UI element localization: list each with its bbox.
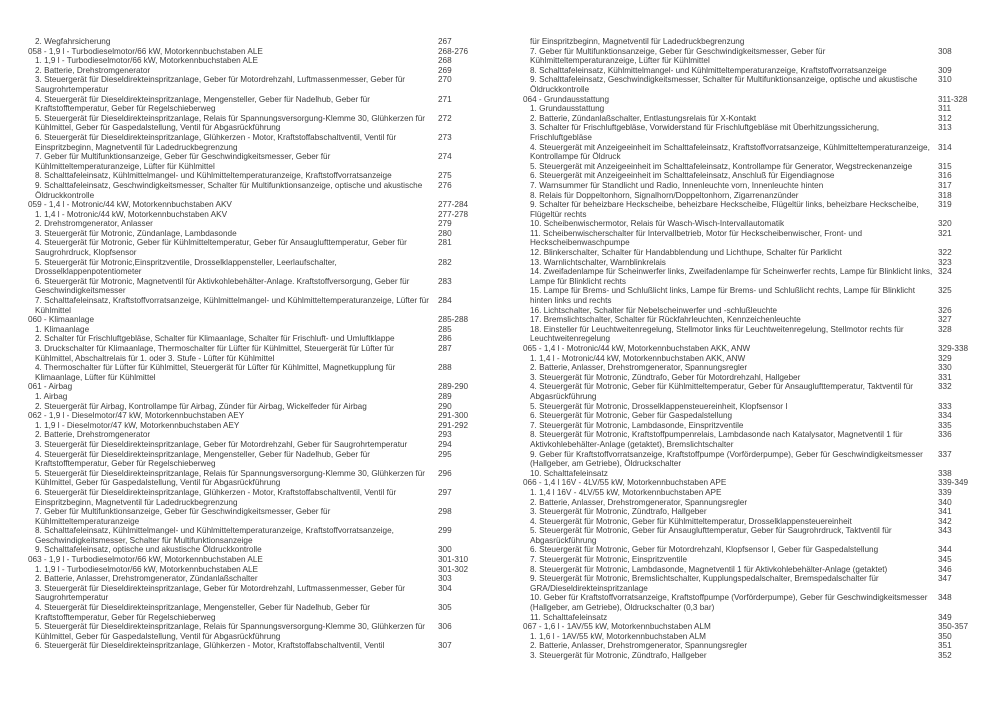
toc-entry-row xyxy=(523,488,968,498)
toc-entry-page: 295 xyxy=(438,449,452,459)
toc-entry-page: 348 xyxy=(938,593,952,603)
toc-entry-row xyxy=(28,440,468,450)
toc-entry-page: 275 xyxy=(438,171,452,181)
toc-entry-text: 1. 1,6 l - 1AV/55 kW, Motorkennbuchstaben ALM xyxy=(530,631,706,641)
toc-entry-text: 3. Steuergerät für Motronic, Zündtrafo, Hallgeber xyxy=(530,507,707,517)
toc-entry-text: 2. Batterie, Drehstromgenerator xyxy=(35,430,151,440)
toc-entry-page: 324 xyxy=(938,267,952,277)
toc-entry-row xyxy=(28,488,468,507)
toc-section-row xyxy=(28,47,468,57)
toc-entry-row xyxy=(28,181,468,200)
toc-entry-page: 319 xyxy=(938,200,952,210)
toc-entry-page: 273 xyxy=(438,132,452,142)
toc-entry-text: 9. Schalttafeleinsatz, Geschwindigkeitsmesser, Schalter für Multifunktionsanzeige, optische und akustische Öldruckkontrolle xyxy=(35,180,423,200)
toc-entry-page: 344 xyxy=(938,545,952,555)
toc-entry-text: 2. Batterie, Anlasser, Drehstromgenerator, Zündanlaßschalter xyxy=(35,574,258,584)
toc-entry-row xyxy=(523,545,968,555)
toc-entry-page: 281 xyxy=(438,238,452,248)
toc-entry-row xyxy=(523,526,968,545)
toc-entry-page: 329 xyxy=(938,353,952,363)
toc-entry-row xyxy=(28,450,468,469)
toc-entry-text: 5. Steuergerät für Dieseldirekteinspritzanlage, Relais für Spannungsversorgung-Klemme 30, Glühkerzen für Kühlmittel, Geber für Gaspedalstellung, Ventil für Abgasrückführung xyxy=(35,113,426,133)
toc-entry-text: 5. Steuergerät mit Anzeigeeinheit im Schalttafeleinsatz, Kontrollampe für Generator, Wegstreckenanzeige xyxy=(530,161,913,171)
toc-entry-row xyxy=(523,286,968,305)
toc-entry-row xyxy=(28,545,468,555)
toc-entry-text: 5. Steuergerät für Motronic,Einspritzventile, Drosselklappensteller, Leerlaufschalter, Drosselklappenpotentiometer xyxy=(35,257,337,277)
toc-section-row xyxy=(523,95,968,105)
toc-entry-page: 310 xyxy=(938,75,952,85)
toc-entry-row xyxy=(523,248,968,258)
toc-entry-text: 060 - Klimaanlage xyxy=(28,315,94,325)
toc-entry-row xyxy=(28,402,468,412)
toc-entry-page: 315 xyxy=(938,161,952,171)
toc-entry-page: 280 xyxy=(438,228,452,238)
toc-entry-page: 291-300 xyxy=(438,411,469,421)
toc-entry-page: 331 xyxy=(938,372,952,382)
toc-entry-text: 8. Schalttafeleinsatz, Kühlmittelmangel- und Kühlmitteltemperaturanzeige, Kraftstoffvorratsanzeige, Geschwindigkeitsmesser, Schalter für Multifunktionsanzeige xyxy=(35,526,394,545)
toc-entry-row xyxy=(28,238,468,257)
toc-entry-page: 286 xyxy=(438,334,452,344)
toc-entry-row xyxy=(28,603,468,622)
toc-entry-text: 3. Schalter für Frischluftgebläse, Vorwiderstand für Frischluftgebläse mit Überhitzungssicherung, Frischluftgebläse xyxy=(530,123,880,142)
toc-entry-row xyxy=(28,75,468,94)
toc-entry-row xyxy=(523,373,968,383)
toc-entry-page: 285-288 xyxy=(438,315,469,325)
toc-entry-text: 6. Steuergerät für Dieseldirekteinspritzanlage, Glühkerzen - Motor, Kraftstoffabschaltventil, Ventil xyxy=(35,641,385,651)
toc-entry-text: 6. Steuergerät mit Anzeigeeinheit im Schalttafeleinsatz, Anschluß für Eigendiagnose xyxy=(530,171,835,181)
toc-entry-page: 339 xyxy=(938,487,952,497)
toc-entry-row xyxy=(523,555,968,565)
toc-entry-row xyxy=(28,133,468,152)
toc-entry-text: 2. Wegfahrsicherung xyxy=(35,37,111,46)
toc-entry-page: 287 xyxy=(438,344,452,353)
toc-entry-page: 305 xyxy=(438,603,452,613)
toc-entry-text: 2. Batterie, Anlasser, Drehstromgenerator, Spannungsregler xyxy=(530,641,748,651)
toc-entry-page: 326 xyxy=(938,305,952,315)
toc-entry-page: 332 xyxy=(938,382,952,392)
toc-entry-page: 320 xyxy=(938,219,952,229)
toc-entry-text: 1. 1,9 l - Dieselmotor/47 kW, Motorkennbuchstaben AEY xyxy=(35,420,240,430)
toc-entry-row xyxy=(28,66,468,76)
toc-entry-row xyxy=(28,152,468,171)
toc-entry-text: 11. Schalttafeleinsatz xyxy=(530,612,608,622)
toc-entry-page: 316 xyxy=(938,171,952,181)
toc-entry-page: 297 xyxy=(438,487,452,497)
toc-entry-row xyxy=(523,325,968,344)
toc-entry-page: 352 xyxy=(938,651,952,660)
toc-entry-row xyxy=(523,613,968,623)
toc-section-row xyxy=(28,200,468,210)
toc-entry-row xyxy=(28,277,468,296)
toc-section-row xyxy=(28,382,468,392)
toc-entry-page: 328 xyxy=(938,324,952,334)
toc-entry-row xyxy=(28,95,468,114)
toc-entry-row xyxy=(28,584,468,603)
toc-entry-row xyxy=(523,267,968,286)
toc-entry-row xyxy=(28,114,468,133)
toc-entry-page: 308 xyxy=(938,46,952,56)
toc-entry-row xyxy=(28,622,468,641)
toc-entry-text: 10. Geber für Kraftstoffvorratsanzeige, Kraftstoffpumpe (Vorförderpumpe), Geber für Geschwindigkeitsmesser (Hallgeber, am Getriebe), Öldruckschalter (0,3 bar) xyxy=(530,593,928,613)
toc-entry-page: 290 xyxy=(438,401,452,411)
toc-entry-row xyxy=(523,75,968,94)
toc-entry-page: 339-349 xyxy=(938,478,969,488)
toc-entry-page: 335 xyxy=(938,420,952,430)
toc-entry-page: 268-276 xyxy=(438,46,469,56)
toc-entry-row xyxy=(523,402,968,412)
toc-entry-text: 3. Steuergerät für Dieseldirekteinspritzanlage, Geber für Motordrehzahl, Geber für Saugrohrtemperatur xyxy=(35,439,408,449)
toc-entry-text: 3. Steuergerät für Dieseldirekteinspritzanlage, Geber für Motordrehzahl, Luftmassenmesser, Geber für Saugrohrtemperatur xyxy=(35,583,405,603)
toc-entry-text: 13. Warnlichtschalter, Warnblinkrelais xyxy=(530,257,666,267)
toc-entry-page: 298 xyxy=(438,507,452,517)
toc-entry-page: 276 xyxy=(438,180,452,190)
toc-entry-row xyxy=(523,123,968,142)
toc-column-left xyxy=(28,37,468,651)
toc-entry-text: 058 - 1,9 l - Turbodieselmotor/66 kW, Motorkennbuchstaben ALE xyxy=(28,46,263,56)
toc-entry-text: 1. Klimaanlage xyxy=(35,324,90,334)
toc-entry-row xyxy=(523,498,968,508)
toc-entry-page: 296 xyxy=(438,468,452,478)
toc-entry-text: 7. Warnsummer für Standlicht und Radio, Innenleuchte vorn, Innenleuchte hinten xyxy=(530,180,824,190)
toc-entry-row xyxy=(523,219,968,229)
toc-entry-text: 1. 1,4 l 16V - 4LV/55 kW, Motorkennbuchstaben APE xyxy=(530,487,722,497)
toc-entry-page: 318 xyxy=(938,190,952,200)
toc-entry-page: 304 xyxy=(438,583,452,593)
toc-entry-text: 10. Scheibenwischermotor, Relais für Wasch-Wisch-Intervallautomatik xyxy=(530,219,785,229)
toc-entry-row xyxy=(523,191,968,201)
toc-entry-row xyxy=(28,171,468,181)
toc-entry-text: 1. Grundausstattung xyxy=(530,104,605,114)
toc-entry-row xyxy=(28,507,468,526)
toc-entry-page: 341 xyxy=(938,507,952,517)
toc-entry-text: 7. Steuergerät für Motronic, Lambdasonde, Einspritzventile xyxy=(530,420,744,430)
toc-entry-row xyxy=(28,219,468,229)
toc-entry-row xyxy=(523,354,968,364)
toc-entry-text: 3. Steuergerät für Motronic, Zündtrafo, Hallgeber xyxy=(530,651,707,660)
toc-entry-page: 271 xyxy=(438,94,452,104)
toc-entry-page: 309 xyxy=(938,65,952,75)
toc-entry-page: 288 xyxy=(438,363,452,373)
toc-entry-page: 293 xyxy=(438,430,452,440)
toc-entry-text: 066 - 1,4 l 16V - 4LV/55 kW, Motorkennbuchstaben APE xyxy=(523,478,727,488)
toc-entry-page: 347 xyxy=(938,574,952,584)
toc-entry-text: 2. Batterie, Zündanlaßschalter, Entlastungsrelais für X-Kontakt xyxy=(530,113,757,123)
toc-entry-text: 8. Schalttafeleinsatz, Kühlmittelmangel- und Kühlmitteltemperaturanzeige, Kraftstoffvorratsanzeige xyxy=(530,65,887,75)
toc-entry-text: 6. Steuergerät für Dieseldirekteinspritzanlage, Glühkerzen - Motor, Kraftstoffabschaltventil, Ventil für Einspritzbeginn, Magnetventil für Ladedruckbegrenzung xyxy=(35,132,397,152)
toc-entry-row xyxy=(523,565,968,575)
toc-entry-text: 1. 1,9 l - Turbodieselmotor/66 kW, Motorkennbuchstaben ALE xyxy=(35,564,259,574)
toc-entry-row xyxy=(523,104,968,114)
toc-entry-row xyxy=(523,47,968,66)
toc-entry-row xyxy=(28,392,468,402)
toc-entry-page: 336 xyxy=(938,430,952,440)
toc-entry-row xyxy=(523,143,968,162)
toc-entry-text: 2. Batterie, Anlasser, Drehstromgenerator, Spannungsregler xyxy=(530,497,748,507)
toc-entry-page: 269 xyxy=(438,65,452,75)
toc-entry-text: 9. Schalttafeleinsatz, optische und akustische Öldruckkontrolle xyxy=(35,545,262,555)
toc-entry-text: 067 - 1,6 l - 1AV/55 kW, Motorkennbuchstaben ALM xyxy=(523,622,711,632)
toc-entry-page: 346 xyxy=(938,564,952,574)
toc-entry-page: 325 xyxy=(938,286,952,296)
toc-entry-text: 7. Geber für Multifunktionsanzeige, Geber für Geschwindigkeitsmesser, Geber für Kühlmitteltemperaturanzeige xyxy=(35,507,331,526)
toc-entry-row xyxy=(28,363,468,382)
toc-section-row xyxy=(28,315,468,325)
toc-entry-row xyxy=(523,258,968,268)
toc-entry-text: 14. Zweifadenlampe für Scheinwerfer links, Zweifadenlampe für Scheinwerfer rechts, Lampe für Blinklicht links, Lampe für Blinklicht rechts xyxy=(530,267,933,286)
toc-entry-text: 15. Lampe für Brems- und Schlußlicht links, Lampe für Brems- und Schlußlicht rechts, Lampe für Blinklicht hinten links und rechts xyxy=(530,286,915,306)
toc-entry-page: 311 xyxy=(938,104,952,114)
toc-entry-page: 350 xyxy=(938,631,952,641)
toc-entry-text: 8. Steuergerät für Motronic, Lambdasonde, Magnetventil 1 für Aktivkohlebehälter-Anlage (getaktet) xyxy=(530,564,888,574)
toc-entry-page: 312 xyxy=(938,113,952,123)
toc-entry-text: 4. Steuergerät für Motronic, Geber für Kühlmitteltemperatur, Geber für Ansauglufttemperatur, Geber für Saugrohrdruck, Klopfsensor xyxy=(35,238,407,258)
toc-entry-row xyxy=(28,526,468,545)
toc-entry-text: 1. 1,9 l - Turbodieselmotor/66 kW, Motorkennbuchstaben ALE xyxy=(35,56,259,66)
toc-entry-row xyxy=(523,507,968,517)
toc-entry-text: 063 - 1,9 l - Turbodieselmotor/66 kW, Motorkennbuchstaben ALE xyxy=(28,555,263,565)
toc-entry-text: 16. Lichtschalter, Schalter für Nebelscheinwerfer und -schlußleuchte xyxy=(530,305,778,315)
toc-entry-row xyxy=(28,325,468,335)
toc-entry-page: 329-338 xyxy=(938,344,969,353)
toc-entry-page: 306 xyxy=(438,622,452,632)
toc-entry-page: 291-292 xyxy=(438,420,469,430)
toc-entry-page: 303 xyxy=(438,574,452,584)
toc-entry-row xyxy=(523,200,968,219)
toc-entry-page: 285 xyxy=(438,324,452,334)
toc-entry-row xyxy=(523,411,968,421)
toc-entry-text: 5. Steuergerät für Dieseldirekteinspritzanlage, Relais für Spannungsversorgung-Klemme 30, Glühkerzen für Kühlmittel, Geber für Gaspedalstellung, Ventil für Abgasrückführung xyxy=(35,622,426,641)
toc-entry-row xyxy=(523,450,968,469)
toc-entry-page: 311-328 xyxy=(938,94,968,104)
toc-entry-text: 6. Steuergerät für Motronic, Geber für Gaspedalstellung xyxy=(530,411,733,421)
toc-entry-text: 18. Einsteller für Leuchtweitenregelung, Stellmotor links für Leuchtweitenregelung, Stellmotor rechts für Leuchtweitenregelung xyxy=(530,324,904,344)
toc-entry-row xyxy=(28,641,468,651)
toc-entry-text: 4. Steuergerät für Dieseldirekteinspritzanlage, Mengensteller, Geber für Nadelhub, Geber für Kraftstofftemperatur, Geber für Regelschieberweg xyxy=(35,94,370,114)
toc-entry-row xyxy=(28,469,468,488)
toc-entry-page: 268 xyxy=(438,56,452,66)
toc-section-row xyxy=(523,344,968,354)
toc-entry-row xyxy=(28,258,468,277)
toc-entry-text: 7. Geber für Multifunktionsanzeige, Geber für Geschwindigkeitsmesser, Geber für Kühlmitteltemperaturanzeige, Lüfter für Kühlmittel xyxy=(530,46,826,66)
toc-entry-page: 307 xyxy=(438,641,452,651)
toc-entry-text: 8. Relais für Doppeltonhorn, Signalhorn/Doppeltonhorn, Zigarrenanzünder xyxy=(530,190,799,200)
toc-entry-text: 4. Steuergerät für Motronic, Geber für Kühlmitteltemperatur, Geber für Ansauglufttemperatur, Taktventil für Abgasrückführung xyxy=(530,382,914,401)
toc-entry-page: 283 xyxy=(438,276,452,286)
toc-entry-row xyxy=(523,229,968,248)
toc-entry-row xyxy=(523,651,968,661)
toc-entry-text: 1. 1,4 l - Motronic/44 kW, Motorkennbuchstaben AKK, ANW xyxy=(530,353,746,363)
toc-entry-row xyxy=(523,382,968,401)
toc-entry-text: 4. Steuergerät für Dieseldirekteinspritzanlage, Mengensteller, Geber für Nadelhub, Geber für Kraftstofftemperatur, Geber für Regelschieberweg xyxy=(35,449,370,469)
toc-entry-text: 6. Steuergerät für Motronic, Magnetventil für Aktivkohlebehälter-Anlage. Kraftstoffversorgung, Geber für Geschwindigkeitsmesser xyxy=(35,276,410,296)
toc-entry-page: 334 xyxy=(938,411,952,421)
toc-entry-page: 272 xyxy=(438,113,452,123)
toc-entry-text: 9. Schalter für beheizbare Heckscheibe, beheizbare Heckscheibe, Flügeltür links, beheizbare Heckscheibe, Flügeltür rechts xyxy=(530,200,919,219)
toc-entry-text: 1. 1,4 l - Motronic/44 kW, Motorkennbuchstaben AKV xyxy=(35,209,228,219)
toc-entry-text: 4. Steuergerät mit Anzeigeeinheit im Schalttafeleinsatz, Kraftstoffvorratsanzeige, Kühlmitteltemperaturanzeige, Kontrollampe für Öldruck xyxy=(530,142,930,162)
toc-entry-page: 330 xyxy=(938,363,952,373)
toc-entry-page: 338 xyxy=(938,468,952,478)
toc-entry-page: 284 xyxy=(438,296,452,306)
toc-entry-page: 343 xyxy=(938,526,952,536)
toc-section-row xyxy=(28,411,468,421)
toc-entry-row xyxy=(523,593,968,612)
toc-entry-page: 314 xyxy=(938,142,952,152)
toc-entry-row xyxy=(28,210,468,220)
toc-entry-page: 301-310 xyxy=(438,555,469,565)
toc-entry-text: 2. Drehstromgenerator, Anlasser xyxy=(35,219,153,229)
toc-entry-text: 1. Airbag xyxy=(35,391,68,401)
toc-entry-text: 059 - 1,4 l - Motronic/44 kW, Motorkennbuchstaben AKV xyxy=(28,200,232,210)
toc-entry-row xyxy=(523,469,968,479)
toc-entry-text: 6. Steuergerät für Dieseldirekteinspritzanlage, Glühkerzen - Motor, Kraftstoffabschaltventil, Ventil für Einspritzbeginn, Magnetventil für Ladedruckbegrenzung xyxy=(35,487,397,507)
toc-entry-page: 289-290 xyxy=(438,382,469,392)
toc-entry-text: 7. Schalttafeleinsatz, Kraftstoffvorratsanzeige, Kühlmittelmangel- und Kühlmitteltemperaturanzeige, Lüfter für Kühlmittel xyxy=(35,296,429,315)
toc-entry-text: 061 - Airbag xyxy=(28,382,73,392)
toc-entry-row xyxy=(523,632,968,642)
toc-entry-page: 350-357 xyxy=(938,622,969,632)
toc-entry-row xyxy=(523,315,968,325)
toc-entry-text: 062 - 1,9 l - Dieselmotor/47 kW, Motorkennbuchstaben AEY xyxy=(28,411,245,421)
toc-entry-row xyxy=(28,565,468,575)
toc-entry-text: 3. Steuergerät für Motronic, Zündanlage, Lambdasonde xyxy=(35,228,237,238)
toc-entry-text: 5. Steuergerät für Motronic, Drosselklappensteuereinheit, Klopfsensor I xyxy=(530,401,788,411)
toc-entry-text: 3. Steuergerät für Motronic, Zündtrafo, Geber für Motordrehzahl, Hallgeber xyxy=(530,372,801,382)
toc-entry-text: 10. Schalttafeleinsatz xyxy=(530,468,608,478)
toc-entry-page: 270 xyxy=(438,75,452,85)
toc-entry-text: 3. Druckschalter für Klimaanlage, Thermoschalter für Lüfter für Kühlmittel, Steuergerät für Lüfter für Kühlmittel, Abschaltrelais für 1. oder 3. Stufe - Lüfter für Kühlmittel xyxy=(35,344,394,363)
toc-entry-row xyxy=(523,171,968,181)
toc-entry-row xyxy=(28,229,468,239)
toc-entry-page: 267 xyxy=(438,37,452,46)
toc-entry-text: 2. Schalter für Frischluftgebläse, Schalter für Klimaanlage, Schalter für Frischluft- und Umluftklappe xyxy=(35,334,395,344)
toc-entry-page: 279 xyxy=(438,219,452,229)
toc-entry-page: 274 xyxy=(438,152,452,162)
toc-entry-page: 301-302 xyxy=(438,564,469,574)
toc-entry-page: 299 xyxy=(438,526,452,536)
toc-entry-text: 2. Batterie, Drehstromgenerator xyxy=(35,65,151,75)
toc-entry-page: 277-278 xyxy=(438,209,469,219)
toc-entry-row xyxy=(523,66,968,76)
toc-section-row xyxy=(523,622,968,632)
toc-entry-row xyxy=(523,37,968,47)
toc-entry-row xyxy=(523,114,968,124)
toc-entry-text: 7. Steuergerät für Motronic, Einspritzventile xyxy=(530,555,687,565)
toc-entry-text: 2. Batterie, Anlasser, Drehstromgenerator, Spannungsregler xyxy=(530,363,748,373)
toc-entry-page: 289 xyxy=(438,391,452,401)
toc-entry-text: 4. Steuergerät für Dieseldirekteinspritzanlage, Mengensteller, Geber für Nadelhub, Geber für Kraftstofftemperatur, Geber für Regelschieberweg xyxy=(35,603,370,622)
toc-entry-page: 277-284 xyxy=(438,200,469,210)
toc-entry-text: 8. Schalttafeleinsatz, Kühlmittelmangel- und Kühlmitteltemperaturanzeige, Kraftstoffvorratsanzeige xyxy=(35,171,392,181)
toc-entry-text: 4. Thermoschalter für Lüfter für Kühlmittel, Steuergerät für Lüfter für Kühlmittel, Magnetkupplung für Klimaanlage, Lüfter für Kühlmittel xyxy=(35,363,396,382)
toc-entry-text: 12. Blinkerschalter, Schalter für Handabblendung und Lichthupe, Schalter für Parklicht xyxy=(530,248,842,258)
toc-entry-text: 5. Steuergerät für Motronic, Geber für Ansauglufttemperatur, Geber für Saugrohrdruck, Taktventil für Abgasrückführung xyxy=(530,526,892,545)
toc-entry-text: 8. Steuergerät für Motronic, Kraftstoffpumpenrelais, Lambdasonde nach Katalysator, Magnetventil 1 für Aktivkohlebehälter-Anlage (getaktet), Bremslichtschalter xyxy=(530,430,903,449)
toc-entry-row xyxy=(523,517,968,527)
toc-entry-page: 333 xyxy=(938,401,952,411)
toc-entry-row xyxy=(523,430,968,449)
toc-entry-row xyxy=(28,296,468,315)
toc-entry-page: 317 xyxy=(938,180,952,190)
toc-entry-row xyxy=(28,430,468,440)
toc-entry-row xyxy=(28,344,468,363)
toc-entry-page: 340 xyxy=(938,497,952,507)
toc-entry-text: 9. Geber für Kraftstoffvorratsanzeige, Kraftstoffpumpe (Vorförderpumpe), Geber für Geschwindigkeitsmesser (Hallgeber, am Getriebe), Öldruckschalter xyxy=(530,449,923,469)
toc-entry-page: 327 xyxy=(938,315,952,325)
toc-entry-text: 11. Scheibenwischerschalter für Intervallbetrieb, Motor für Heckscheibenwischer, Front- und Heckscheibenwaschpumpe xyxy=(530,228,863,248)
toc-entry-row xyxy=(28,574,468,584)
toc-entry-text: 9. Steuergerät für Motronic, Bremslichtschalter, Kupplungspedalschalter, Bremspedalschalter für GRA/Dieseldirekteinspritzanlage xyxy=(530,574,879,593)
toc-section-row xyxy=(28,555,468,565)
toc-entry-text: für Einspritzbeginn, Magnetventil für Ladedruckbegrenzung xyxy=(530,37,745,46)
toc-entry-page: 313 xyxy=(938,123,952,133)
toc-entry-page: 349 xyxy=(938,612,952,622)
toc-entry-text: 17. Bremslichtschalter, Schalter für Rückfahrleuchten, Kennzeichenleuchte xyxy=(530,315,801,325)
toc-entry-row xyxy=(523,181,968,191)
toc-entry-row xyxy=(523,641,968,651)
toc-entry-text: 9. Schalttafeleinsatz, Geschwindigkeitsmesser, Schalter für Multifunktionsanzeige, optische und akustische Öldruckkontrolle xyxy=(530,75,918,94)
toc-entry-text: 3. Steuergerät für Dieseldirekteinspritzanlage, Geber für Motordrehzahl, Luftmassenmesser, Geber für Saugrohrtemperatur xyxy=(35,75,405,94)
toc-entry-text: 065 - 1,4 l - Motronic/44 kW, Motorkennbuchstaben AKK, ANW xyxy=(523,344,751,353)
toc-entry-page: 342 xyxy=(938,516,952,526)
toc-entry-row xyxy=(523,421,968,431)
toc-entry-row xyxy=(28,37,468,47)
toc-entry-text: 2. Steuergerät für Airbag, Kontrollampe für Airbag, Zünder für Airbag, Wickelfeder für Airbag xyxy=(35,401,367,411)
toc-entry-row xyxy=(28,334,468,344)
toc-entry-row xyxy=(523,363,968,373)
toc-entry-text: 5. Steuergerät für Dieseldirekteinspritzanlage, Relais für Spannungsversorgung-Klemme 30, Glühkerzen für Kühlmittel, Geber für Gaspedalstellung, Ventil für Abgasrückführung xyxy=(35,468,426,488)
toc-entry-text: 064 - Grundausstattung xyxy=(523,94,610,104)
toc-entry-page: 351 xyxy=(938,641,952,651)
toc-entry-text: 4. Steuergerät für Motronic, Geber für Kühlmitteltemperatur, Drosselklappensteuereinheit xyxy=(530,516,852,526)
toc-column-right xyxy=(523,37,968,661)
toc-entry-row xyxy=(28,421,468,431)
toc-entry-row xyxy=(523,574,968,593)
toc-entry-row xyxy=(523,162,968,172)
toc-entry-row xyxy=(523,306,968,316)
toc-entry-row xyxy=(28,56,468,66)
toc-entry-page: 345 xyxy=(938,555,952,565)
toc-entry-page: 300 xyxy=(438,545,452,555)
toc-entry-page: 282 xyxy=(438,257,452,267)
toc-entry-page: 294 xyxy=(438,439,452,449)
toc-entry-page: 321 xyxy=(938,228,952,238)
toc-entry-page: 323 xyxy=(938,257,952,267)
toc-entry-text: 7. Geber für Multifunktionsanzeige, Geber für Geschwindigkeitsmesser, Geber für Kühlmitteltemperaturanzeige, Lüfter für Kühlmittel xyxy=(35,152,331,171)
toc-entry-page: 337 xyxy=(938,449,952,459)
toc-entry-text: 6. Steuergerät für Motronic, Geber für Motordrehzahl, Klopfsensor I, Geber für Gaspedalstellung xyxy=(530,545,879,555)
toc-section-row xyxy=(523,478,968,488)
toc-entry-page: 322 xyxy=(938,248,952,258)
